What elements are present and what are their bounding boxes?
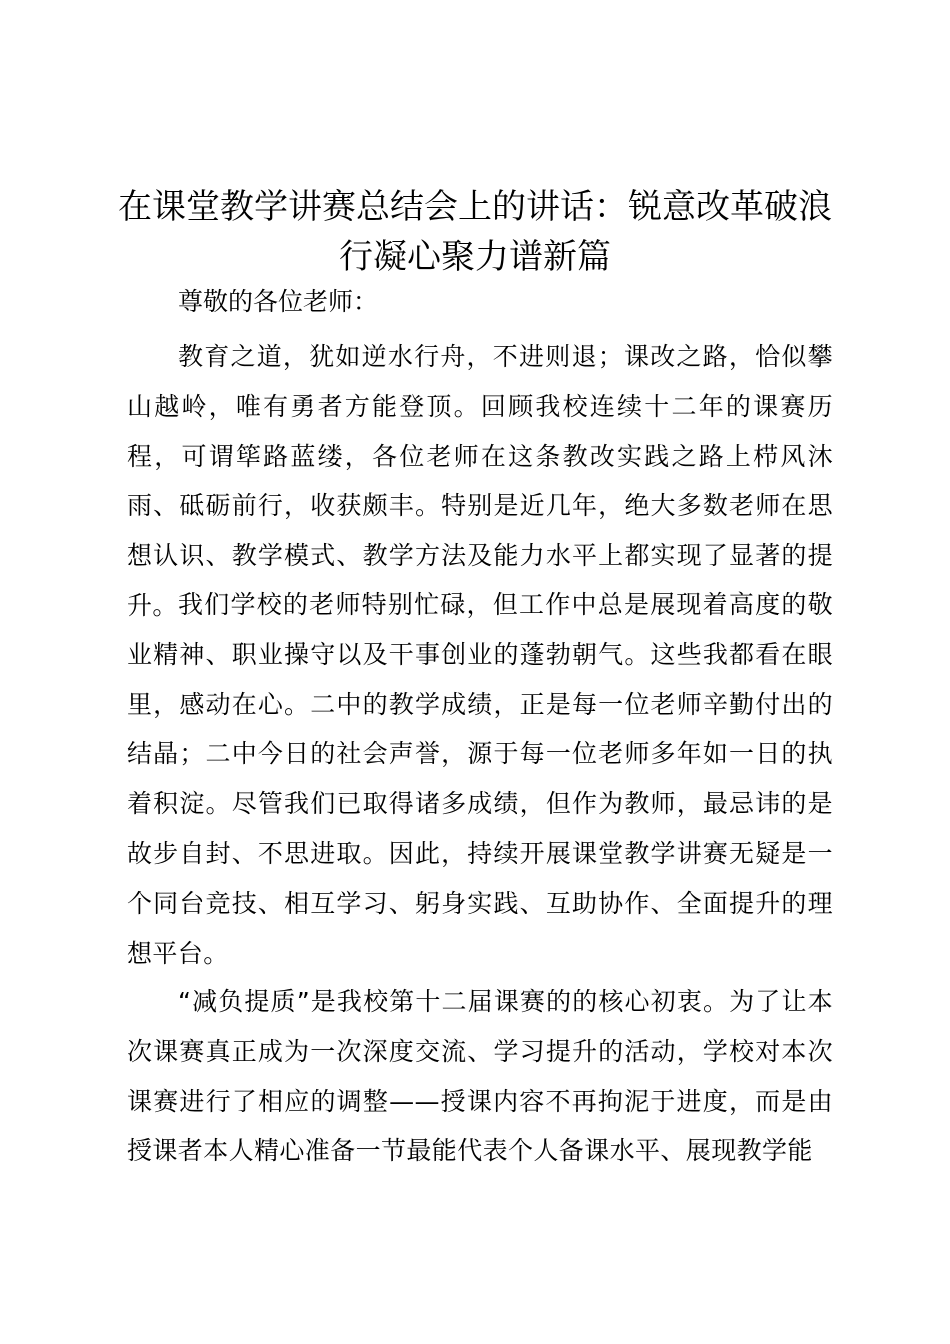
paragraph-3: “减负提质”是我校第十二届课赛的的核心初衷。为了让本次课赛真正成为一次深度交流、学习提升的活动，学校对本次课赛进行了相应的调整——授课内容不再拘泥于进度，而是由授课者本人精心准备一节最能代表个人备课水平、展现教学能 xyxy=(127,987,833,1166)
document-title: 在课堂教学讲赛总结会上的讲话：锐意改革破浪行凝心聚力谱新篇 xyxy=(118,187,832,277)
paragraph-2: 我们学校的老师特别忙碌，但工作中总是展现着高度的敬业精神、职业操守以及干事创业的蓬勃朝气。这些我都看在眼里，感动在心。二中的教学成绩，正是每一位老师辛勤付出的结晶；二中今日的社会声誉，源于每一位老师多年如一日的执着积淀。尽管我们已取得诸多成绩，但作为教师，最忌讳的是故步自封、不思进取。因此，持续开展课堂教学讲赛无疑是一个同台竞技、相互学习、躬身实践、互助协作、全面提升的理想平台。 xyxy=(127,590,833,968)
salutation: 尊敬的各位老师： xyxy=(178,287,379,316)
paragraph-1: 教育之道，犹如逆水行舟，不进则退；课改之路，恰似攀山越岭，唯有勇者方能登顶。回顾我校连续十二年的课赛历程，可谓筚路蓝缕，各位老师在这条教改实践之路上栉风沐雨、砥砺前行，收获颇丰。特别是近几年，绝大多数老师在思想认识、教学模式、教学方法及能力水平上都实现了显著的提升。 xyxy=(127,342,833,620)
